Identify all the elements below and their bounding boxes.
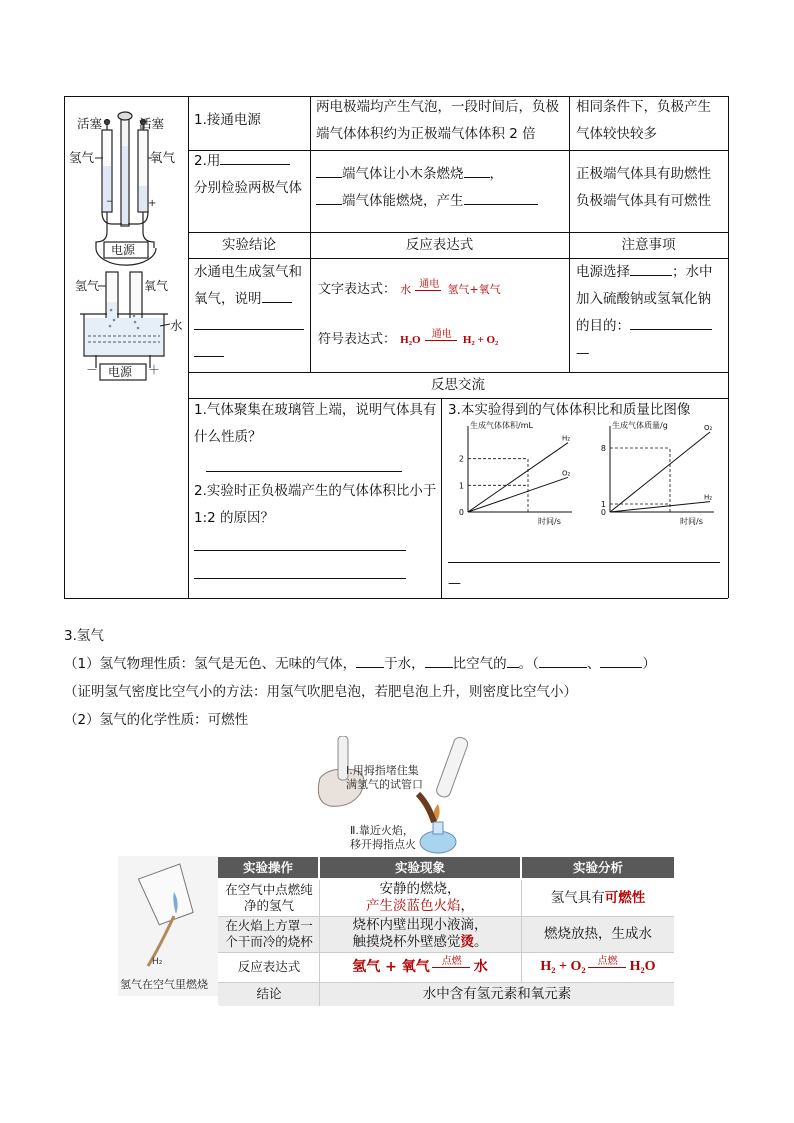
y-axis-label: 生成气体质量/g — [612, 421, 668, 430]
y-tick-label: 1 — [458, 481, 464, 491]
step1-analysis: 相同条件下，负极产生气体较快较多 — [576, 99, 711, 142]
question-3: 3.本实验得到的气体体积比和质量比图像 — [448, 402, 691, 418]
hydrogen-test-figure — [300, 736, 480, 856]
minus-sign: － — [86, 363, 99, 377]
answer-blank[interactable] — [316, 163, 342, 178]
hydrogen-label-2: 氢气 — [75, 279, 100, 293]
col-header-analysis: 实验分析 — [522, 857, 674, 878]
answer-blank[interactable] — [600, 653, 642, 668]
section-title: 3.氢气 — [64, 628, 104, 644]
step2-text-b: 移开拇指点火 — [350, 838, 416, 851]
answer-blank[interactable] — [539, 653, 587, 668]
stopcock-label-right: 活塞 — [139, 116, 165, 131]
svg-text:+: + — [148, 198, 157, 209]
r1-op: 在空气中点燃纯净的氢气 — [225, 882, 313, 913]
answer-blank[interactable] — [507, 653, 519, 668]
power-label: 电源 — [111, 243, 136, 257]
density-method: （证明氢气密度比空气小的方法：用氢气吹肥皂泡，若肥皂泡上升，则密度比空气小） — [64, 684, 577, 700]
answer-line[interactable] — [206, 457, 402, 472]
arrow-icon — [415, 290, 441, 291]
answer-blank[interactable] — [262, 288, 292, 303]
answer-blank[interactable] — [316, 190, 342, 205]
y-axis-label: 生成气体体积/mL — [470, 421, 533, 430]
physical-properties: （1）氢气物理性质：氢气是无色、无味的气体， 于水， 比空气的 。（ 、 ） — [64, 650, 754, 678]
word-equation: 文字表达式： 水 通电 氢气+氧气 — [318, 279, 501, 297]
r2-phenomenon: 烧杯内壁出现小液滴， 触摸烧杯外壁感觉烫。 — [352, 917, 488, 950]
answer-blank[interactable] — [220, 150, 290, 165]
step2-phenomenon: 端气体让小木条燃烧 ， 端气体能燃烧，产生 — [316, 161, 566, 215]
power-label-2: 电源 — [108, 365, 133, 379]
arrow-icon — [425, 340, 457, 341]
x-axis-label: 时间/s — [538, 517, 561, 526]
r4-op: 结论 — [256, 986, 282, 1001]
stopcock-label-left: 活塞 — [77, 116, 103, 131]
r2-op: 在火焰上方罩一个干而冷的烧杯 — [225, 918, 313, 949]
question-2: 2.实验时正负极端产生的气体体积比小于 1:2 的原因？ — [194, 483, 437, 526]
step1-text-b: 满氢气的试管口 — [346, 778, 423, 791]
y-tick-label: 8 — [600, 444, 606, 453]
section-hydrogen — [64, 622, 754, 734]
series-label: O₂ — [704, 424, 713, 432]
r3-symbol-equation: H₂ + O₂ 点燃 H₂O — [540, 955, 656, 974]
series-label: H₂ — [704, 493, 713, 502]
step2-analysis: 正极端气体具有助燃性 负极端气体具有可燃性 — [576, 166, 711, 209]
answer-line[interactable] — [194, 564, 406, 579]
answer-line[interactable] — [448, 548, 720, 563]
series-line — [468, 477, 568, 512]
answer-blank[interactable] — [630, 261, 672, 276]
col-header-op: 实验操作 — [218, 857, 318, 878]
answer-blank[interactable] — [425, 653, 453, 668]
answer-dash: — — [448, 576, 461, 591]
header-conclusion: 实验结论 — [222, 237, 276, 253]
symbol-equation: 符号表达式： H₂O 通电 H₂ + O₂ — [318, 329, 499, 347]
step1-phenomenon: 两电极端均产生气泡，一段时间后，负极端气体体积约为正极端气体体积 2 倍 — [316, 99, 559, 142]
hydrogen-combustion-figure — [118, 856, 218, 996]
header-notes: 注意事项 — [621, 237, 676, 253]
series-line — [468, 443, 568, 512]
step2-text-a: Ⅱ.靠近火焰， — [350, 824, 414, 837]
electrolysis-apparatus — [66, 106, 186, 386]
r4-conclusion: 水中含有氢元素和氧元素 — [422, 986, 572, 1002]
x-axis-label: 时间/s — [680, 517, 703, 526]
plus-sign: ＋ — [148, 363, 161, 377]
question-1: 1.气体聚集在玻璃管上端，说明气体具有什么性质？ — [194, 402, 437, 445]
series-line — [610, 432, 713, 512]
series-line — [610, 502, 710, 512]
y-tick-label: 2 — [458, 454, 464, 464]
series-label: O₂ — [562, 469, 571, 478]
h2-label: H₂ — [152, 957, 163, 967]
answer-blank[interactable] — [464, 190, 538, 205]
r2-analysis: 燃烧放热，生成水 — [544, 926, 652, 942]
conclusion-text: 水通电生成氢气和氧气，说明 — [194, 259, 308, 367]
mass-chart — [590, 420, 720, 530]
hydrogen-label: 氢气 — [69, 150, 95, 165]
oxygen-label: 氧气 — [150, 150, 176, 165]
step1-text-a: Ⅰ.用拇指堵住集 — [346, 764, 419, 777]
y-tick-label: 1 — [600, 500, 606, 509]
figure-caption: 氢气在空气里燃烧 — [120, 978, 208, 991]
series-label: H₂ — [562, 434, 571, 443]
volume-chart — [448, 420, 578, 530]
step1-operation: 1.接通电源 — [194, 112, 261, 128]
reflection-header: 反思交流 — [431, 377, 485, 393]
r3-word-equation: 氢气 + 氧气 点燃 水 — [352, 955, 488, 975]
answer-blank[interactable] — [194, 315, 304, 330]
svg-text:−: − — [106, 197, 114, 207]
step2-operation: 2.用 分别检验两极气体 — [194, 148, 306, 202]
r1-phenomenon: 安静的燃烧， 产生淡蓝色火焰， — [366, 881, 474, 914]
y-tick-label: 0 — [600, 508, 606, 517]
answer-blank[interactable] — [194, 342, 224, 357]
y-tick-label: 0 — [458, 508, 464, 517]
oxygen-label-2: 氧气 — [144, 279, 169, 293]
answer-blank[interactable] — [630, 315, 712, 330]
answer-blank[interactable] — [464, 163, 490, 178]
col-header-phenomenon: 实验现象 — [320, 857, 520, 878]
answer-blank[interactable] — [356, 653, 384, 668]
r1-analysis: 氢气具有 可燃性 — [550, 890, 646, 906]
water-label: 水 — [170, 318, 183, 333]
answer-line[interactable] — [194, 536, 406, 551]
notes-text: 电源选择 ；水中加入硫酸钠或氢氧化钠的目的： — — [576, 259, 724, 367]
chemical-properties: （2）氢气的化学性质：可燃性 — [64, 712, 249, 728]
header-expression: 反应表达式 — [405, 237, 474, 253]
r3-op: 反应表达式 — [237, 959, 301, 974]
